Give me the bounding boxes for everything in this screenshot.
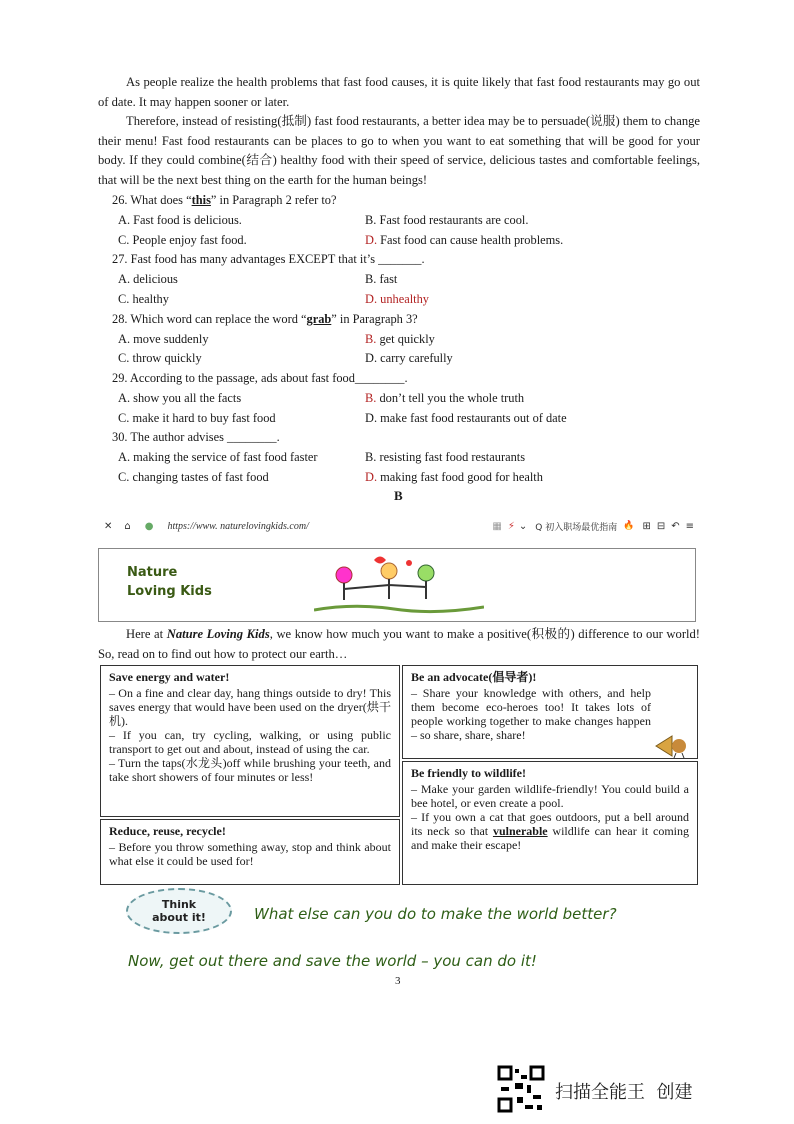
q30-option-c: C. changing tastes of fast food bbox=[118, 470, 269, 484]
q27-option-d: D. unhealthy bbox=[365, 292, 430, 306]
page-number: 3 bbox=[395, 975, 401, 987]
chevron-down-icon[interactable]: ⌄ bbox=[518, 520, 528, 532]
q26-option-b: B. Fast food restaurants are cool. bbox=[365, 213, 529, 227]
banner-title-line2: Loving Kids bbox=[127, 584, 212, 599]
q27-option-c: C. healthy bbox=[118, 292, 169, 306]
q30-option-b: B. resisting fast food restaurants bbox=[365, 450, 526, 464]
split-icon[interactable]: ⊟ bbox=[656, 520, 666, 532]
tip-reduce-reuse-recycle: Reduce, reuse, recycle! – Before you throw something away, stop and think about what else it could be used for! bbox=[100, 819, 400, 885]
q29-option-a: A. show you all the facts bbox=[118, 391, 242, 405]
bookmark-icon[interactable]: ▦ bbox=[492, 520, 502, 532]
flash-icon[interactable]: ⚡ bbox=[507, 520, 515, 532]
q28-option-d: D. carry carefully bbox=[365, 351, 453, 365]
q29-option-d: D. make fast food restaurants out of date bbox=[365, 411, 567, 425]
question-28: 28. Which word can replace the word “grab” in Paragraph 3? bbox=[112, 312, 418, 326]
think-bubble: Think about it! bbox=[126, 888, 232, 934]
q28-option-a: A. move suddenly bbox=[118, 332, 209, 346]
menu-icon[interactable]: ≡ bbox=[685, 520, 694, 532]
q29-option-c: C. make it hard to buy fast food bbox=[118, 411, 276, 425]
think-question: What else can you do to make the world better? bbox=[254, 905, 617, 923]
closing-line: Now, get out there and save the world – you can do it! bbox=[128, 952, 537, 970]
close-icon[interactable]: ✕ bbox=[104, 520, 113, 532]
q26-option-d: D. Fast food can cause health problems. bbox=[365, 233, 564, 247]
url-field[interactable]: https://www. naturelovingkids.com/ bbox=[167, 520, 309, 532]
browser-bar bbox=[98, 515, 698, 537]
question-27: 27. Fast food has many advantages EXCEPT that it’s _______. bbox=[112, 252, 425, 266]
question-29: 29. According to the passage, ads about fast food________. bbox=[112, 371, 408, 385]
kids-illustration bbox=[314, 555, 484, 615]
q26-option-a: A. Fast food is delicious. bbox=[118, 213, 242, 227]
megaphone-dog-icon bbox=[652, 728, 692, 758]
passage-paragraph-2: Therefore, instead of resisting(抵制) fast food restaurants, a better idea may be to persuade(说服) them to change their menu! Fast food restaurants can be places to go to when you want to eat something that will be good for your body. If they could combine(结合) healthy food with their speed of service, delicious tastes and comfortable feelings, that will be the next best thing on the earth for the human beings! bbox=[98, 114, 700, 187]
search-field[interactable]: Q 初入职场最优指南 bbox=[535, 522, 618, 533]
home-icon[interactable]: ⌂ bbox=[124, 520, 131, 532]
tip-friendly-wildlife: Be friendly to wildlife! – Make your garden wildlife-friendly! You could build a bee hotel, or even create a pool. – If you own a cat that goes outdoors, put a bell around its neck so that vulnerable wildlife can hear it coming and make their escape! bbox=[402, 761, 698, 885]
qr-code-icon bbox=[497, 1065, 545, 1113]
q27-option-a: A. delicious bbox=[118, 272, 178, 286]
grid-icon[interactable]: ⊞ bbox=[642, 520, 651, 532]
q26-option-c: C. People enjoy fast food. bbox=[118, 233, 247, 247]
scanner-watermark: 扫描全能王 创建 bbox=[555, 1082, 693, 1103]
q28-option-b: B. get quickly bbox=[365, 332, 435, 346]
lock-icon: ● bbox=[144, 520, 154, 532]
section-b-heading: B bbox=[394, 488, 403, 503]
q28-option-c: C. throw quickly bbox=[118, 351, 202, 365]
q30-option-a: A. making the service of fast food faster bbox=[118, 450, 318, 464]
undo-icon[interactable]: ↶ bbox=[671, 520, 680, 532]
q29-option-b: B. don’t tell you the whole truth bbox=[365, 391, 525, 405]
q30-option-d: D. making fast food good for health bbox=[365, 470, 543, 484]
tip-be-advocate: Be an advocate(倡导者)! – Share your knowledge with others, and help them become eco-heroes too! It takes lots of people working together to make changes happen – so share, share, share! bbox=[402, 665, 698, 759]
question-26: 26. What does “this” in Paragraph 2 refer to? bbox=[112, 193, 337, 207]
q27-option-b: B. fast bbox=[365, 272, 398, 286]
site-banner bbox=[98, 548, 696, 622]
intro-paragraph: Here at Nature Loving Kids, we know how much you want to make a positive(积极的) difference to our world! So, read on to find out how to protect our earth… bbox=[98, 627, 700, 661]
tip-save-energy: Save energy and water! – On a fine and clear day, hang things outside to dry! This saves energy that would have been used on the dryer(烘干机). – If you can, try cycling, walking, or using public transport to get out and about, instead of using the car. – Turn the taps(水龙头)off while brushing your teeth, and take short showers of four minutes or less! bbox=[100, 665, 400, 817]
passage-paragraph-1: As people realize the health problems that fast food causes, it is quite likely that fast food restaurants may go out of date. It may happen sooner or later. bbox=[98, 75, 700, 109]
banner-title-line1: Nature bbox=[127, 565, 178, 580]
question-30: 30. The author advises ________. bbox=[112, 430, 280, 444]
fire-icon: 🔥 bbox=[623, 521, 635, 531]
